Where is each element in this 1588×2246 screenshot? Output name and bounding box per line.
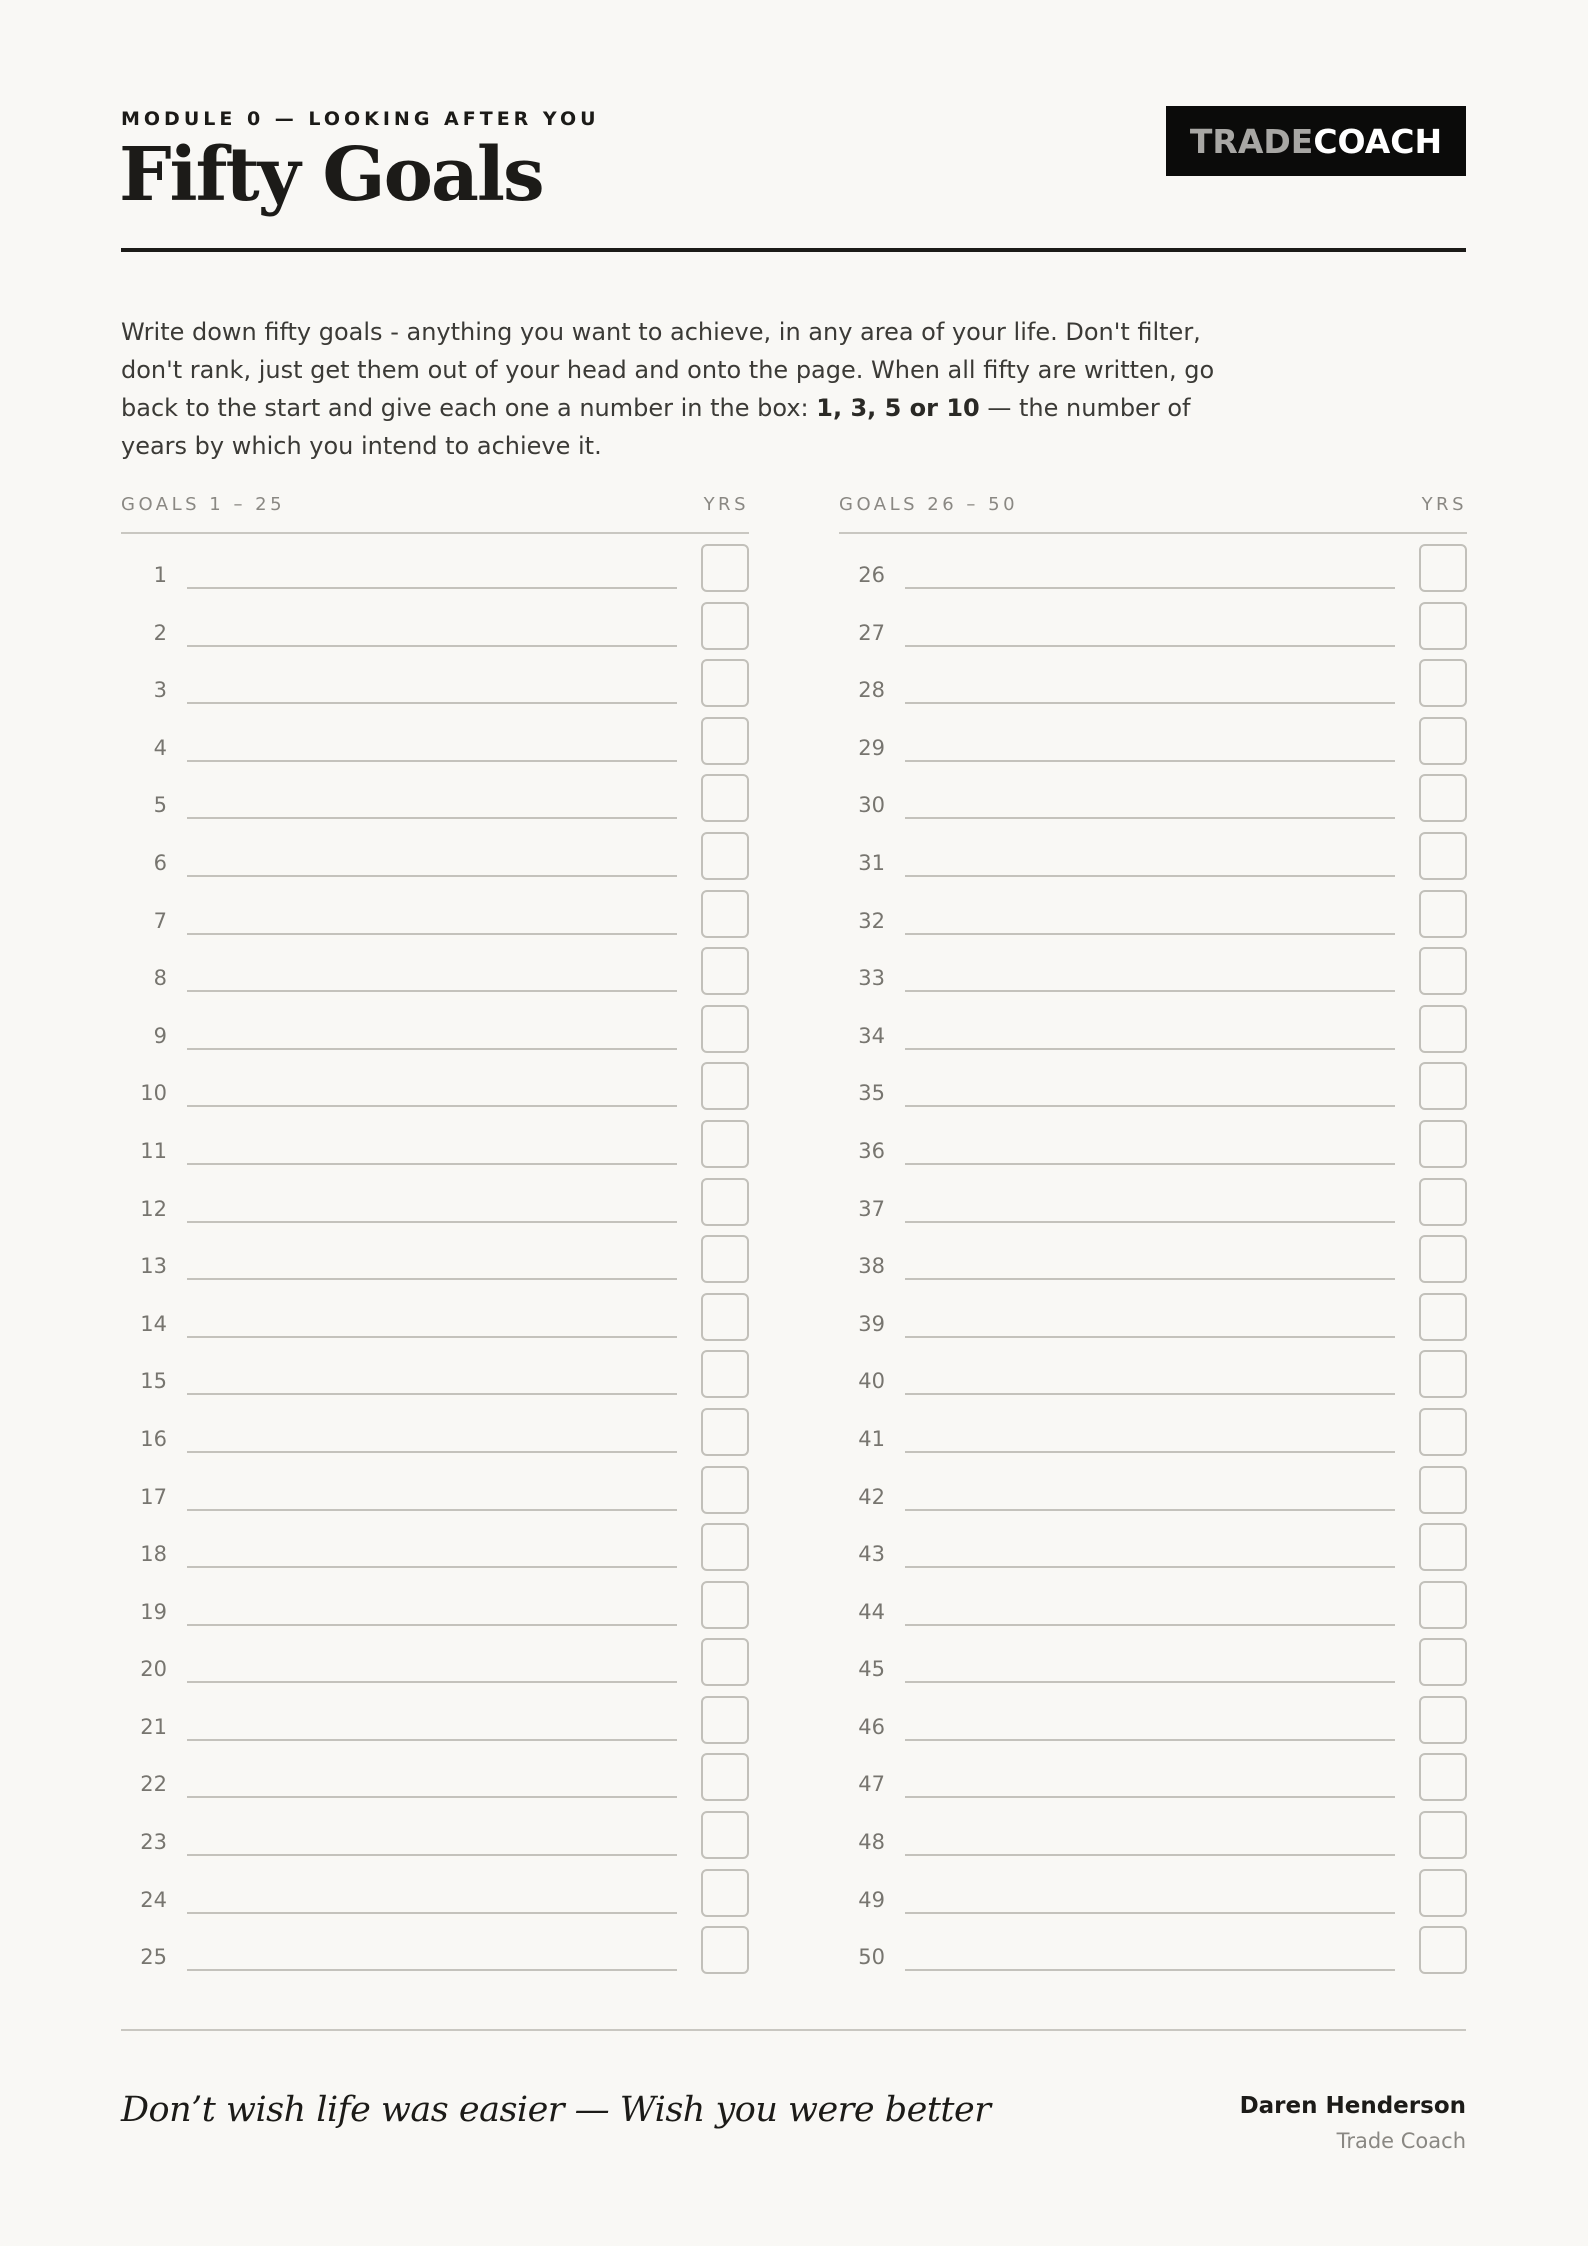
goal-row bbox=[839, 1464, 1467, 1522]
goal-number: 13 bbox=[140, 1254, 167, 1279]
goal-number: 28 bbox=[858, 678, 885, 703]
years-box[interactable] bbox=[1419, 1293, 1467, 1341]
goal-write-line[interactable] bbox=[905, 1393, 1395, 1395]
goals-column-1 bbox=[121, 494, 749, 1982]
goal-write-line[interactable] bbox=[187, 817, 677, 819]
years-box[interactable] bbox=[1419, 1062, 1467, 1110]
years-box[interactable] bbox=[701, 1120, 749, 1168]
goal-number: 29 bbox=[858, 735, 885, 760]
goal-number: 6 bbox=[153, 850, 167, 875]
years-box[interactable] bbox=[1419, 1523, 1467, 1571]
goal-number: 12 bbox=[140, 1196, 167, 1221]
goal-row bbox=[839, 830, 1467, 888]
goal-number: 50 bbox=[858, 1945, 885, 1970]
goal-write-line[interactable] bbox=[905, 1105, 1395, 1107]
goal-number: 16 bbox=[140, 1426, 167, 1451]
years-box[interactable] bbox=[701, 1062, 749, 1110]
goal-number: 20 bbox=[140, 1657, 167, 1682]
goal-write-line[interactable] bbox=[187, 760, 677, 762]
goal-write-line[interactable] bbox=[905, 1509, 1395, 1511]
goal-number: 24 bbox=[140, 1887, 167, 1912]
goal-number: 42 bbox=[858, 1484, 885, 1509]
goal-number: 10 bbox=[140, 1081, 167, 1106]
goal-row bbox=[839, 1867, 1467, 1925]
logo-text-trade: TRADE bbox=[1189, 121, 1314, 161]
goal-number: 19 bbox=[140, 1599, 167, 1624]
goal-write-line[interactable] bbox=[905, 817, 1395, 819]
goal-number: 18 bbox=[140, 1542, 167, 1567]
years-box[interactable] bbox=[701, 1581, 749, 1629]
goal-rows bbox=[839, 534, 1467, 1982]
goal-number: 11 bbox=[140, 1138, 167, 1163]
goal-row bbox=[121, 715, 749, 773]
instructions bbox=[121, 313, 1261, 465]
goal-row bbox=[121, 1233, 749, 1291]
goal-write-line[interactable] bbox=[905, 933, 1395, 935]
goal-write-line[interactable] bbox=[187, 1163, 677, 1165]
author-block bbox=[1240, 2093, 1466, 2153]
goal-row bbox=[121, 1291, 749, 1349]
years-box[interactable] bbox=[701, 1178, 749, 1226]
goal-row bbox=[839, 1694, 1467, 1752]
goal-number: 15 bbox=[140, 1369, 167, 1394]
years-label: YRS bbox=[703, 494, 749, 515]
goal-row bbox=[121, 1694, 749, 1752]
goal-write-line[interactable] bbox=[905, 587, 1395, 589]
goal-number: 30 bbox=[858, 793, 885, 818]
goal-write-line[interactable] bbox=[905, 1221, 1395, 1223]
instructions-bold-values: 1, 3, 5 or 10 bbox=[816, 394, 980, 422]
years-box[interactable] bbox=[1419, 544, 1467, 592]
goal-write-line[interactable] bbox=[905, 1624, 1395, 1626]
goal-write-line[interactable] bbox=[187, 875, 677, 877]
years-box[interactable] bbox=[701, 1696, 749, 1744]
years-box[interactable] bbox=[1419, 1350, 1467, 1398]
years-box[interactable] bbox=[1419, 1120, 1467, 1168]
goal-write-line[interactable] bbox=[905, 1278, 1395, 1280]
years-box[interactable] bbox=[701, 1350, 749, 1398]
goal-rows bbox=[121, 534, 749, 1982]
years-box[interactable] bbox=[701, 1926, 749, 1974]
years-box[interactable] bbox=[701, 774, 749, 822]
goal-number: 26 bbox=[858, 563, 885, 587]
goal-number: 41 bbox=[858, 1426, 885, 1451]
goal-write-line[interactable] bbox=[187, 1451, 677, 1453]
goal-write-line[interactable] bbox=[905, 1854, 1395, 1856]
column-header bbox=[839, 494, 1467, 534]
column-label: GOALS 26 – 50 bbox=[839, 494, 1019, 515]
goal-number: 34 bbox=[858, 1023, 885, 1048]
goal-write-line[interactable] bbox=[905, 875, 1395, 877]
goal-number: 31 bbox=[858, 850, 885, 875]
years-box[interactable] bbox=[701, 1869, 749, 1917]
goal-row bbox=[839, 542, 1467, 600]
goal-row bbox=[121, 1751, 749, 1809]
worksheet-page bbox=[121, 0, 1466, 2246]
years-box[interactable] bbox=[701, 1466, 749, 1514]
goal-row bbox=[839, 1176, 1467, 1234]
goal-number: 8 bbox=[153, 966, 167, 991]
goal-number: 1 bbox=[153, 563, 167, 587]
years-box[interactable] bbox=[1419, 890, 1467, 938]
goal-row bbox=[121, 1924, 749, 1982]
goal-write-line[interactable] bbox=[905, 1912, 1395, 1914]
years-box[interactable] bbox=[701, 947, 749, 995]
goal-write-line[interactable] bbox=[905, 1336, 1395, 1338]
goal-row bbox=[121, 772, 749, 830]
goal-number: 46 bbox=[858, 1714, 885, 1739]
goal-number: 23 bbox=[140, 1830, 167, 1855]
goal-row bbox=[121, 1176, 749, 1234]
goal-row bbox=[121, 888, 749, 946]
goal-number: 21 bbox=[140, 1714, 167, 1739]
goal-write-line[interactable] bbox=[187, 1796, 677, 1798]
goal-number: 44 bbox=[858, 1599, 885, 1624]
goal-write-line[interactable] bbox=[187, 587, 677, 589]
goal-row bbox=[121, 1406, 749, 1464]
goal-number: 2 bbox=[153, 620, 167, 645]
goal-number: 43 bbox=[858, 1542, 885, 1567]
author-role: Trade Coach bbox=[1336, 2129, 1466, 2153]
goal-row bbox=[839, 1348, 1467, 1406]
goal-row bbox=[121, 1464, 749, 1522]
logo-text-coach: COACH bbox=[1313, 121, 1443, 161]
years-box[interactable] bbox=[701, 1293, 749, 1341]
goal-row bbox=[839, 1636, 1467, 1694]
years-box[interactable] bbox=[1419, 659, 1467, 707]
years-box[interactable] bbox=[1419, 1005, 1467, 1053]
goal-write-line[interactable] bbox=[187, 1624, 677, 1626]
goal-write-line[interactable] bbox=[187, 1278, 677, 1280]
goal-number: 36 bbox=[858, 1138, 885, 1163]
goal-number: 4 bbox=[153, 735, 167, 760]
goal-write-line[interactable] bbox=[187, 1221, 677, 1223]
goal-write-line[interactable] bbox=[187, 1105, 677, 1107]
years-box[interactable] bbox=[701, 1811, 749, 1859]
goal-row bbox=[839, 1579, 1467, 1637]
tradecoach-logo bbox=[1166, 106, 1466, 176]
goal-write-line[interactable] bbox=[187, 1393, 677, 1395]
goal-row bbox=[839, 1406, 1467, 1464]
goal-row bbox=[839, 1060, 1467, 1118]
goal-number: 48 bbox=[858, 1830, 885, 1855]
goal-row bbox=[121, 830, 749, 888]
goal-write-line[interactable] bbox=[905, 702, 1395, 704]
goal-write-line[interactable] bbox=[905, 1739, 1395, 1741]
years-box[interactable] bbox=[1419, 1753, 1467, 1801]
goal-number: 38 bbox=[858, 1254, 885, 1279]
goal-write-line[interactable] bbox=[905, 1969, 1395, 1971]
years-box[interactable] bbox=[1419, 1926, 1467, 1974]
years-box[interactable] bbox=[1419, 1235, 1467, 1283]
goal-write-line[interactable] bbox=[905, 1451, 1395, 1453]
goal-number: 22 bbox=[140, 1772, 167, 1797]
goal-row bbox=[121, 1118, 749, 1176]
years-box[interactable] bbox=[701, 1753, 749, 1801]
years-box[interactable] bbox=[1419, 1581, 1467, 1629]
years-box[interactable] bbox=[701, 1638, 749, 1686]
goal-write-line[interactable] bbox=[905, 1566, 1395, 1568]
goal-row bbox=[839, 1003, 1467, 1061]
years-box[interactable] bbox=[701, 1523, 749, 1571]
goal-write-line[interactable] bbox=[905, 1681, 1395, 1683]
goal-write-line[interactable] bbox=[187, 702, 677, 704]
goal-row bbox=[121, 1003, 749, 1061]
goal-number: 49 bbox=[858, 1887, 885, 1912]
goal-number: 35 bbox=[858, 1081, 885, 1106]
goal-write-line[interactable] bbox=[187, 990, 677, 992]
goal-row bbox=[839, 1291, 1467, 1349]
years-box[interactable] bbox=[701, 1235, 749, 1283]
goal-write-line[interactable] bbox=[905, 760, 1395, 762]
goal-number: 33 bbox=[858, 966, 885, 991]
goal-number: 39 bbox=[858, 1311, 885, 1336]
goal-row bbox=[121, 1579, 749, 1637]
years-box[interactable] bbox=[701, 544, 749, 592]
goal-row bbox=[121, 1867, 749, 1925]
years-box[interactable] bbox=[1419, 832, 1467, 880]
column-header bbox=[121, 494, 749, 534]
column-label: GOALS 1 – 25 bbox=[121, 494, 286, 515]
years-box[interactable] bbox=[701, 890, 749, 938]
footer-divider bbox=[121, 2029, 1466, 2031]
goal-write-line[interactable] bbox=[187, 933, 677, 935]
goal-row bbox=[839, 1233, 1467, 1291]
goal-row bbox=[839, 1809, 1467, 1867]
page-header bbox=[121, 100, 1466, 252]
goals-column-2 bbox=[839, 494, 1467, 1982]
years-box[interactable] bbox=[1419, 1408, 1467, 1456]
goal-write-line[interactable] bbox=[187, 1912, 677, 1914]
goal-number: 17 bbox=[140, 1484, 167, 1509]
goal-write-line[interactable] bbox=[187, 1854, 677, 1856]
footer-quote: Don’t wish life was easier — Wish you were better bbox=[121, 2090, 991, 2130]
years-box[interactable] bbox=[701, 1005, 749, 1053]
years-box[interactable] bbox=[1419, 1466, 1467, 1514]
goal-write-line[interactable] bbox=[905, 1796, 1395, 1798]
instructions-text-1: Write down fifty goals - anything you want to achieve, in any area of your life. Don't filter, don't rank, just get them out of your head and onto the page. When all fifty are written, go back to the start and give each one a number in the box: bbox=[121, 318, 1215, 422]
goal-row bbox=[839, 1751, 1467, 1809]
goal-row bbox=[839, 1521, 1467, 1579]
goal-number: 25 bbox=[140, 1945, 167, 1970]
goal-row bbox=[121, 657, 749, 715]
goal-number: 45 bbox=[858, 1657, 885, 1682]
goal-number: 47 bbox=[858, 1772, 885, 1797]
goal-row bbox=[121, 542, 749, 600]
years-box[interactable] bbox=[1419, 1811, 1467, 1859]
goal-row bbox=[839, 657, 1467, 715]
goal-write-line[interactable] bbox=[187, 1739, 677, 1741]
years-box[interactable] bbox=[1419, 947, 1467, 995]
years-box[interactable] bbox=[1419, 1178, 1467, 1226]
goal-row bbox=[121, 945, 749, 1003]
years-box[interactable] bbox=[1419, 1869, 1467, 1917]
goal-row bbox=[839, 1924, 1467, 1982]
goal-number: 14 bbox=[140, 1311, 167, 1336]
author-name: Daren Henderson bbox=[1239, 2093, 1466, 2119]
years-box[interactable] bbox=[701, 1408, 749, 1456]
goal-write-line[interactable] bbox=[905, 645, 1395, 647]
years-box[interactable] bbox=[1419, 602, 1467, 650]
goal-write-line[interactable] bbox=[187, 1969, 677, 1971]
goal-number: 7 bbox=[153, 908, 167, 933]
goal-row bbox=[839, 945, 1467, 1003]
goal-number: 3 bbox=[153, 678, 167, 703]
instructions-text-2: — the number of years by which you intend to achieve it. bbox=[121, 394, 1191, 460]
goal-number: 5 bbox=[153, 793, 167, 818]
goal-write-line[interactable] bbox=[905, 1048, 1395, 1050]
years-box[interactable] bbox=[1419, 1696, 1467, 1744]
years-box[interactable] bbox=[1419, 774, 1467, 822]
goal-write-line[interactable] bbox=[187, 645, 677, 647]
goal-write-line[interactable] bbox=[187, 1681, 677, 1683]
module-kicker: MODULE 0 — LOOKING AFTER YOU bbox=[121, 108, 600, 130]
goal-row bbox=[121, 1060, 749, 1118]
goal-row bbox=[839, 600, 1467, 658]
goal-write-line[interactable] bbox=[187, 1336, 677, 1338]
goal-write-line[interactable] bbox=[187, 1048, 677, 1050]
goal-write-line[interactable] bbox=[905, 990, 1395, 992]
years-box[interactable] bbox=[1419, 717, 1467, 765]
goal-number: 9 bbox=[153, 1023, 167, 1048]
goal-row bbox=[121, 1348, 749, 1406]
page-title: Fifty Goals bbox=[119, 132, 543, 218]
goal-number: 32 bbox=[858, 908, 885, 933]
goal-row bbox=[839, 888, 1467, 946]
goal-row bbox=[121, 1809, 749, 1867]
goal-row bbox=[839, 772, 1467, 830]
years-box[interactable] bbox=[701, 717, 749, 765]
years-box[interactable] bbox=[1419, 1638, 1467, 1686]
years-box[interactable] bbox=[701, 602, 749, 650]
goal-row bbox=[121, 600, 749, 658]
goal-row bbox=[121, 1521, 749, 1579]
goal-number: 40 bbox=[858, 1369, 885, 1394]
goal-row bbox=[839, 1118, 1467, 1176]
years-box[interactable] bbox=[701, 832, 749, 880]
goal-row bbox=[121, 1636, 749, 1694]
goal-number: 37 bbox=[858, 1196, 885, 1221]
goal-write-line[interactable] bbox=[187, 1566, 677, 1568]
goal-row bbox=[839, 715, 1467, 773]
goal-write-line[interactable] bbox=[187, 1509, 677, 1511]
years-label: YRS bbox=[1421, 494, 1467, 515]
goal-number: 27 bbox=[858, 620, 885, 645]
years-box[interactable] bbox=[701, 659, 749, 707]
goal-write-line[interactable] bbox=[905, 1163, 1395, 1165]
